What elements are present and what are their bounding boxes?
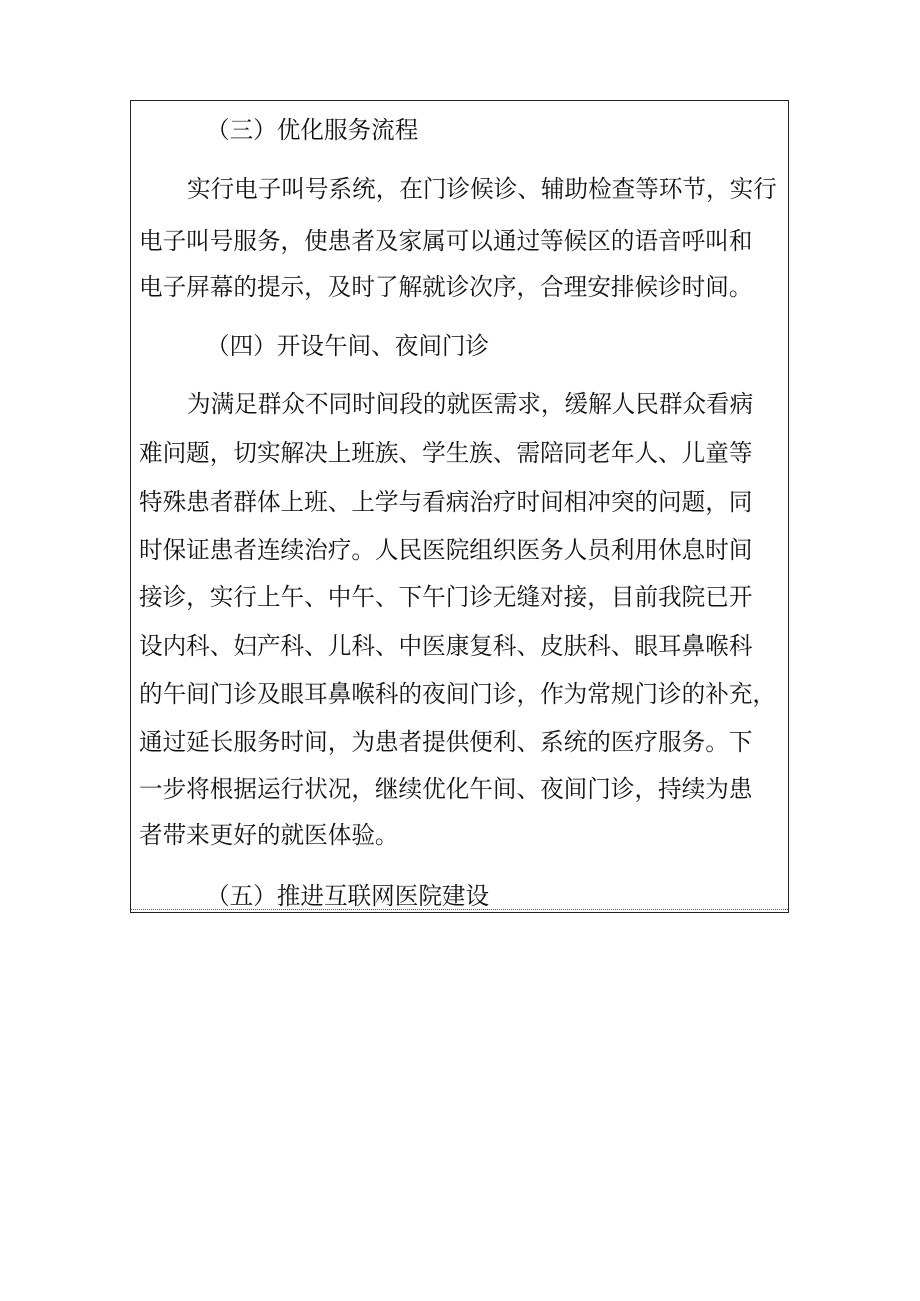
paragraph-line: 接诊，实行上午、中午、下午门诊无缝对接，目前我院已开	[139, 583, 753, 611]
paragraph-line: 一步将根据运行状况，继续优化午间、夜间门诊，持续为患	[139, 775, 753, 803]
paragraph-line: 为满足群众不同时间段的就医需求，缓解人民群众看病	[187, 390, 754, 418]
paragraph-line: 设内科、妇产科、儿科、中医康复科、皮肤科、眼耳鼻喉科	[139, 632, 753, 660]
section-heading-4: （四）开设午间、夜间门诊	[206, 332, 490, 360]
paragraph-line: 电子屏幕的提示，及时了解就诊次序，合理安排候诊时间。	[139, 273, 753, 301]
paragraph-line: 通过延长服务时间，为患者提供便利、系统的医疗服务。下	[139, 728, 753, 756]
section-heading-5: （五）推进互联网医院建设	[206, 882, 490, 910]
paragraph-line: 实行电子叫号系统，在门诊候诊、辅助检查等环节，实行	[187, 175, 777, 203]
paragraph-line: 的午间门诊及眼耳鼻喉科的夜间门诊，作为常规门诊的补充，	[139, 680, 777, 708]
paragraph-line: 电子叫号服务，使患者及家属可以通过等候区的语音呼叫和	[139, 227, 753, 255]
paragraph-line: 者带来更好的就医体验。	[139, 821, 399, 849]
paragraph-line: 特殊患者群体上班、上学与看病治疗时间相冲突的问题，同	[139, 488, 753, 516]
paragraph-line: 难问题，切实解决上班族、学生族、需陪同老年人、儿童等	[139, 439, 753, 467]
document-text-box	[130, 100, 789, 913]
paragraph-line: 时保证患者连续治疗。人民医院组织医务人员利用休息时间	[139, 536, 753, 564]
section-heading-3: （三）优化服务流程	[206, 116, 419, 144]
